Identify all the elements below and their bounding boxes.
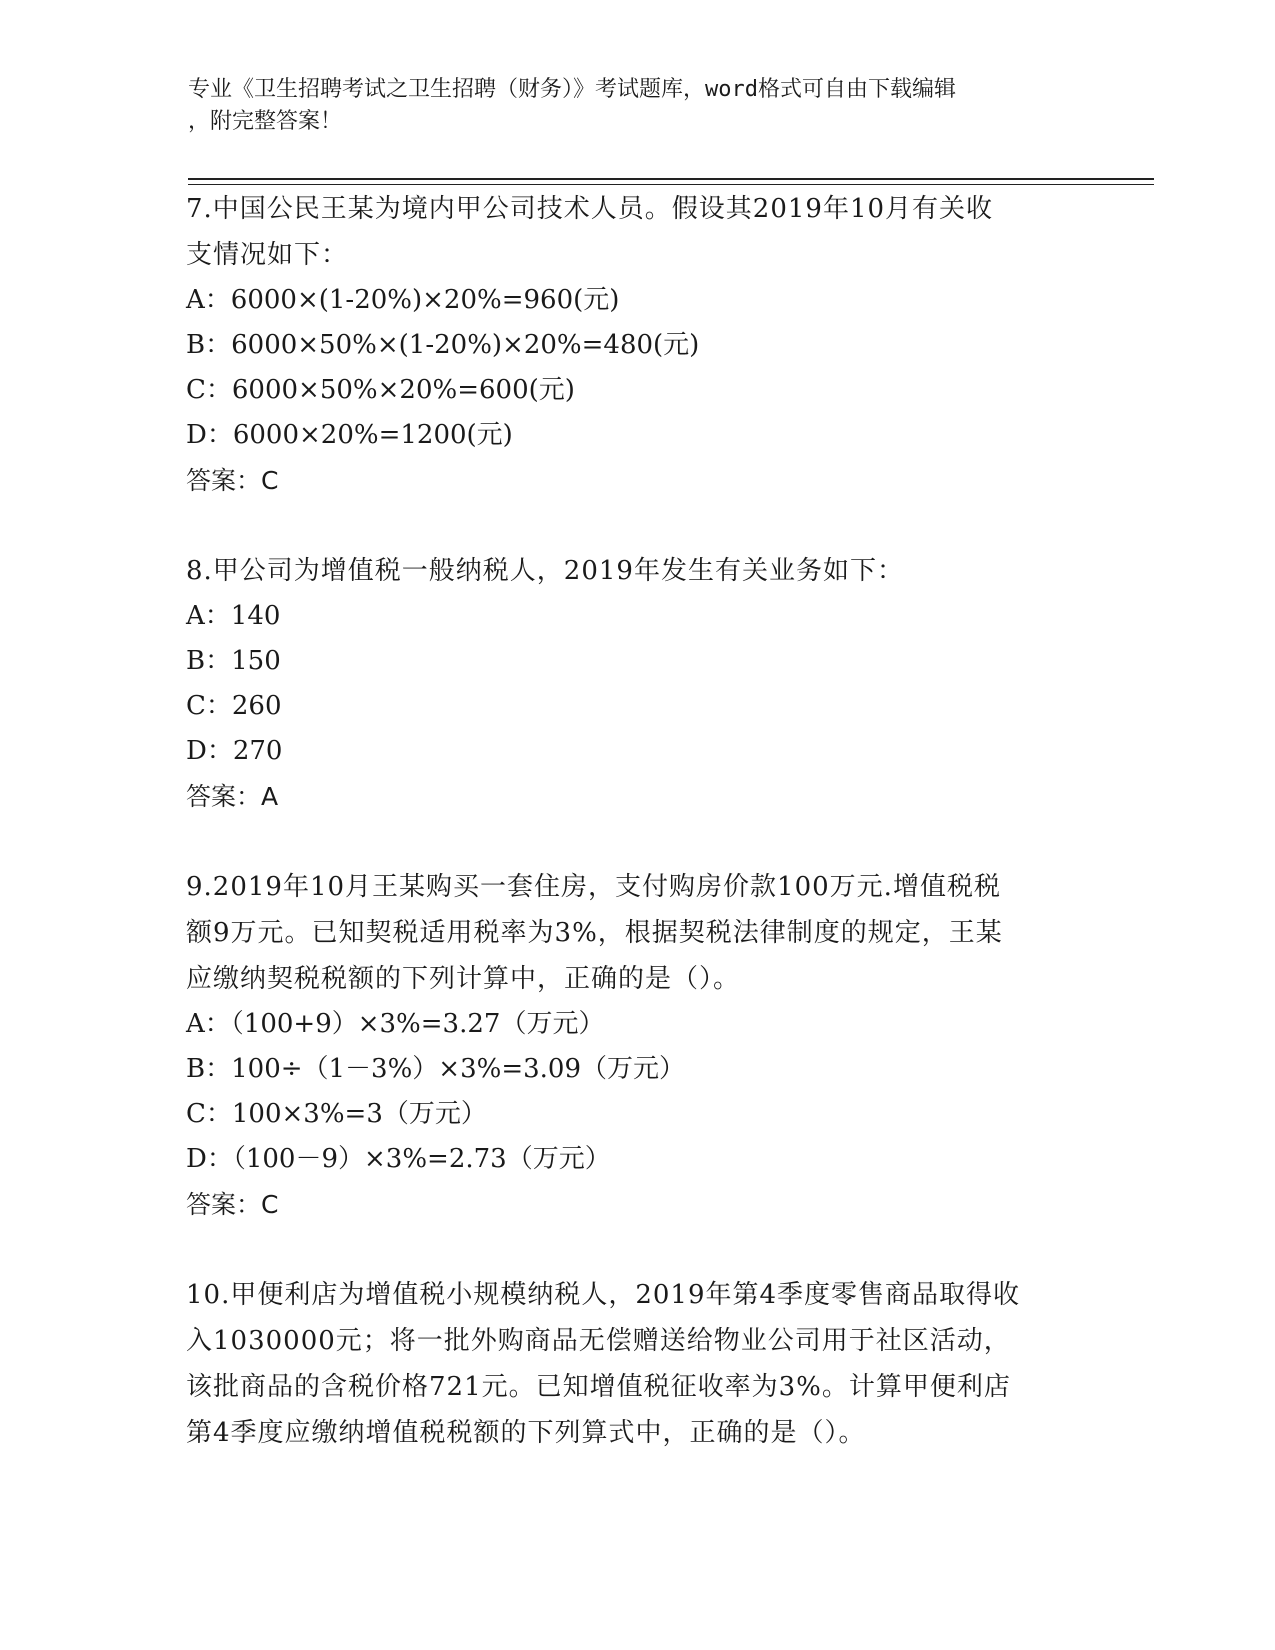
answer-key: 答案：C [186, 1190, 279, 1219]
header-rule-thick [188, 178, 1154, 180]
question-block [186, 864, 1086, 1228]
answer-option: C：6000×50%×20%=600(元) [186, 375, 575, 405]
header-line-1: 专业《卫生招聘考试之卫生招聘（财务）》考试题库，word格式可自由下载编辑 [188, 77, 956, 102]
answer-option: D：6000×20%=1200(元) [186, 420, 513, 450]
question-stem-line: 10.甲便利店为增值税小规模纳税人，2019年第4季度零售商品取得收 [186, 1280, 1021, 1310]
answer-option: C：260 [186, 691, 282, 721]
question-stem-line: 入1030000元；将一批外购商品无偿赠送给物业公司用于社区活动， [186, 1326, 1011, 1356]
header-line-2: ，附完整答案！ [188, 109, 343, 134]
question-stem [186, 548, 1086, 594]
answer-option: A：6000×(1-20%)×20%=960(元) [186, 285, 620, 315]
question-list [186, 186, 1086, 1500]
question-stem-line: 额9万元。已知契税适用税率为3%，根据契税法律制度的规定，王某 [186, 918, 1003, 948]
question-stem [186, 1272, 1086, 1456]
question-block [186, 1272, 1086, 1456]
question-stem [186, 186, 1086, 278]
answer-option: B：6000×50%×(1-20%)×20%=480(元) [186, 330, 700, 360]
question-stem-line: 第4季度应缴纳增值税税额的下列算式中，正确的是（）。 [186, 1418, 866, 1448]
answer-option: C：100×3%=3（万元） [186, 1099, 487, 1129]
answer-option: D：270 [186, 736, 283, 766]
answer-option: A：（100+9）×3%=3.27（万元） [186, 1009, 605, 1039]
question-stem-line: 9.2019年10月王某购买一套住房，支付购房价款100万元.增值税税 [186, 872, 1001, 902]
answer-option: D：（100－9）×3%=2.73（万元） [186, 1144, 611, 1174]
question-stem-line: 8.甲公司为增值税一般纳税人，2019年发生有关业务如下： [186, 556, 904, 586]
question-stem-line: 支情况如下： [186, 240, 349, 270]
question-stem-line: 7.中国公民王某为境内甲公司技术人员。假设其2019年10月有关收 [186, 194, 994, 224]
header-rule-thin [188, 184, 1154, 185]
page-header [188, 74, 1068, 138]
question-block [186, 186, 1086, 504]
answer-option: B：150 [186, 646, 281, 676]
question-stem [186, 864, 1086, 1002]
answer-key: 答案：C [186, 466, 279, 495]
answer-key: 答案：A [186, 782, 279, 811]
question-block [186, 548, 1086, 820]
question-stem-line: 应缴纳契税税额的下列计算中，正确的是（）。 [186, 964, 741, 994]
answer-option: B：100÷（1－3%）×3%=3.09（万元） [186, 1054, 686, 1084]
answer-option: A：140 [186, 601, 281, 631]
question-stem-line: 该批商品的含税价格721元。已知增值税征收率为3%。计算甲便利店 [186, 1372, 1011, 1402]
